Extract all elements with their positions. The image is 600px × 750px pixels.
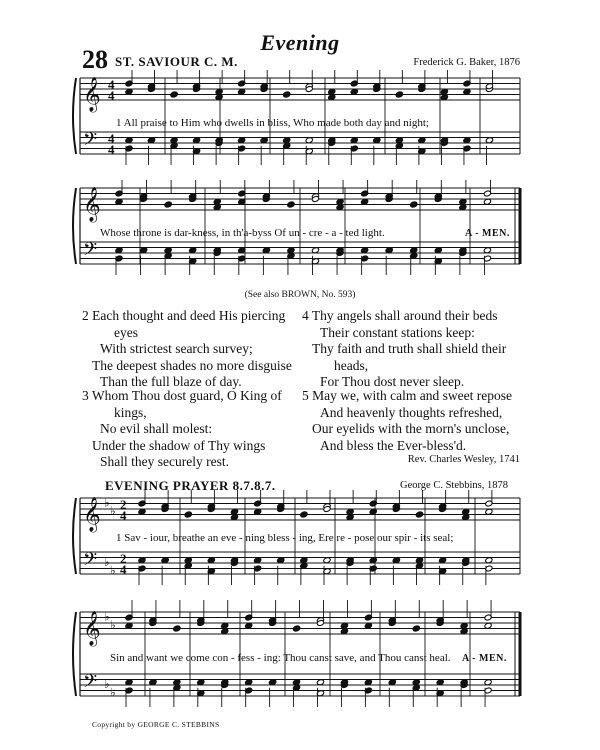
svg-text:♭: ♭	[110, 685, 116, 700]
composer-credit-2: George C. Stebbins, 1878	[399, 480, 508, 491]
svg-text:2: 2	[120, 497, 127, 512]
stanza-2: 2 Each thought and deed His piercing eyes With strictest search survey; The deepest shades no more disguise Than the full blaze of day.	[82, 308, 292, 389]
svg-text:♭: ♭	[110, 563, 116, 578]
svg-text:𝄞: 𝄞	[83, 497, 101, 532]
music-staff-system-3	[0, 490, 600, 600]
stanza-4: 4 Thy angels shall around their beds Their constant stations keep: Thy faith and truth shall shield their heads, For Thou dost never sleep.	[302, 308, 507, 389]
svg-text:𝄞: 𝄞	[83, 611, 101, 646]
svg-text:𝄢: 𝄢	[83, 129, 98, 155]
svg-text:♭: ♭	[104, 609, 110, 624]
amen-label-2: A - MEN.	[462, 653, 507, 664]
svg-text:4: 4	[120, 562, 127, 577]
svg-text:𝄢: 𝄢	[83, 239, 98, 265]
lyric-line-1: 1 All praise to Him who dwells in bliss, Who made both day and night;	[116, 117, 429, 129]
svg-text:4: 4	[108, 131, 115, 146]
svg-text:𝄞: 𝄞	[83, 187, 101, 222]
section-title: Evening	[260, 30, 340, 55]
svg-text:♭: ♭	[104, 555, 110, 569]
svg-text:♭: ♭	[110, 617, 116, 632]
stanza-3: 3 Whom Thou dost guard, O King of kings, No evil shall molest: Under the shadow of Thy wings Shall they securely rest.	[82, 388, 282, 469]
see-also-note: (See also BROWN, No. 593)	[244, 290, 356, 300]
lyric-line-3: 1 Sav - iour, breathe an eve - ning bless - ing, Ere re - pose our spir - its seal;	[116, 532, 454, 544]
svg-text:♭: ♭	[110, 503, 116, 518]
hymn-number: 28	[82, 45, 108, 74]
music-staff-system-4	[0, 600, 600, 730]
svg-text:4: 4	[108, 88, 115, 103]
lyric-line-2: Whose throne is dar-kness, in th'a-byss Of un - cre - a - ted light.	[100, 227, 385, 239]
svg-text:4: 4	[120, 508, 127, 523]
svg-text:♭: ♭	[104, 677, 110, 691]
svg-text:4: 4	[108, 77, 115, 92]
svg-text:𝄢: 𝄢	[83, 549, 98, 575]
author-credit: Rev. Charles Wesley, 1741	[407, 454, 520, 465]
amen-label: A - MEN.	[465, 228, 510, 239]
svg-text:2: 2	[120, 551, 127, 566]
stanza-5: 5 May we, with calm and sweet repose And heavenly thoughts refreshed, Our eyelids with the morn's unclose, And bless the Ever-bless'd.	[302, 388, 512, 453]
svg-text:𝄞: 𝄞	[83, 77, 101, 112]
svg-text:4: 4	[108, 142, 115, 157]
tune-name: ST. SAVIOUR C. M.	[115, 54, 238, 69]
copyright-note: Copyright by GEORGE C. STEBBINS	[92, 720, 220, 729]
composer-credit: Frederick G. Baker, 1876	[413, 57, 520, 68]
svg-text:♭: ♭	[104, 495, 110, 510]
svg-text:𝄢: 𝄢	[83, 671, 98, 697]
lyric-line-4: Sin and want we come con - fess - ing: Thou canst save, and Thou canst heal.	[110, 652, 451, 664]
tune-name-2: EVENING PRAYER 8.7.8.7.	[105, 478, 276, 493]
